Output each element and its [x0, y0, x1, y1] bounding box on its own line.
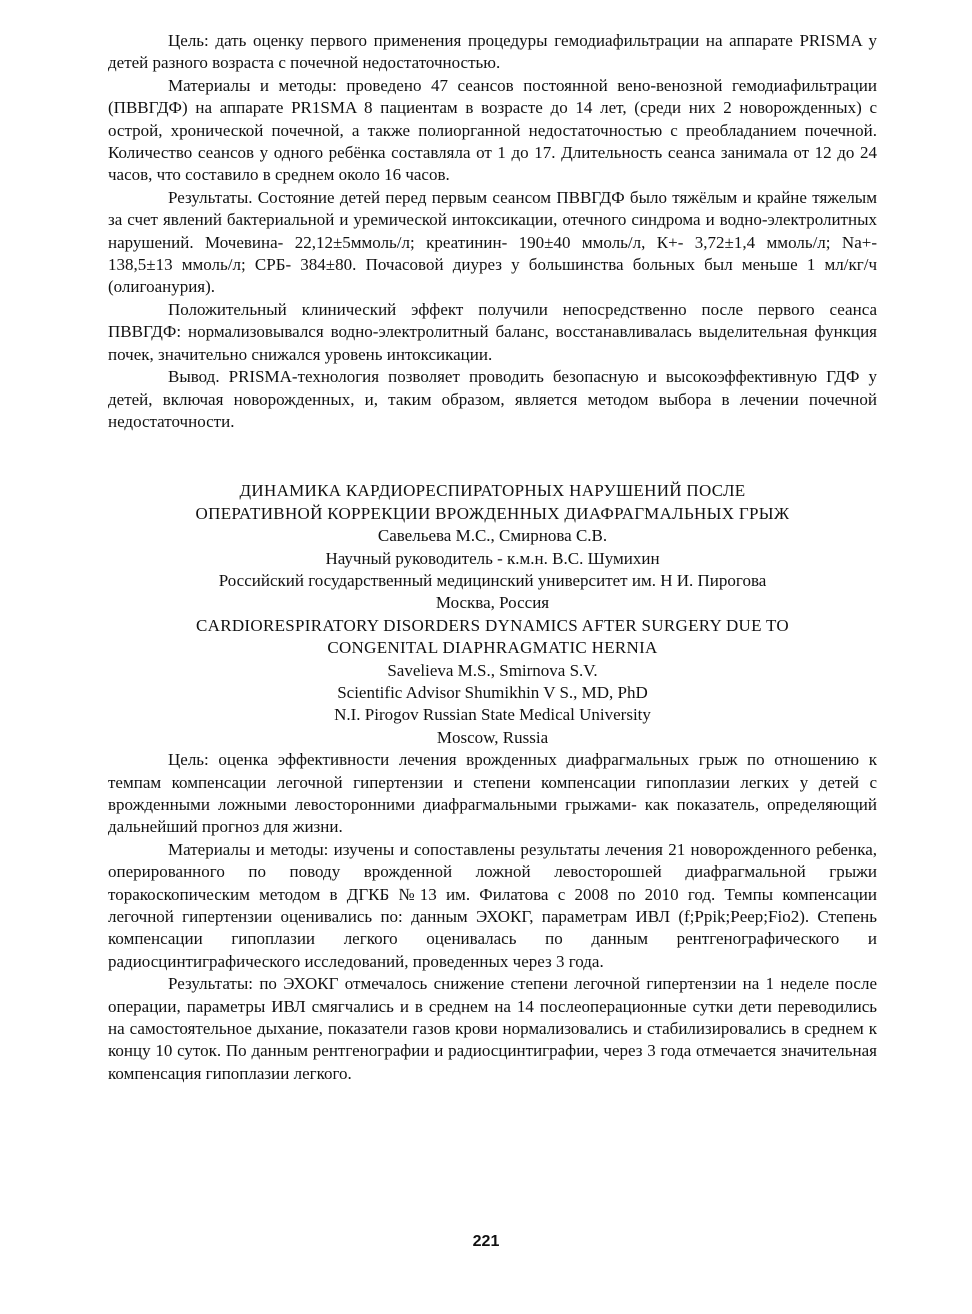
advisor-ru: Научный руководитель - к.м.н. В.С. Шумихин: [325, 548, 660, 568]
paragraph-results: Результаты: по ЭХОКГ отмечалось снижение степени легочной гипертензии на 1 неделе после операции, параметры ИВЛ смягчались и в среднем на 14 послеоперационные сутки дети переводились на самостоятельное дыхание, показатели газов крови нормализовались и стабилизировались в среднем к концу 10 суток. По данным рентгенографии и радиосцинтиграфии, через 3 года отмечается значительная компенсация гипоплазии легкого.: [108, 974, 877, 1083]
abstract-hernia: [108, 749, 877, 1085]
title-en-line2: CONGENITAL DIAPHRAGMATIC HERNIA: [327, 638, 658, 658]
city-ru: Москва, Россия: [435, 593, 550, 613]
city-en: Moscow, Russia: [436, 727, 549, 747]
paragraph-conclusion: Вывод. PRISMA-технология позволяет проводить безопасную и высокоэффективную ГДФ у детей, включая новорожденных, и, таким образом, является методом выбора в лечении почечной недостаточности.: [108, 367, 877, 431]
advisor-en: Scientific Advisor Shumikhin V S., MD, PhD: [337, 682, 648, 702]
university-en: N.I. Pirogov Russian State Medical University: [334, 705, 651, 725]
paragraph-results: Результаты. Состояние детей перед первым сеансом ПВВГДФ было тяжёлым и крайне тяжелым за счет явлений бактериальной и уремической интоксикации, отечного синдрома и водно-электролитных нарушений. Мочевина- 22,12±5ммоль/л; креатинин- 190±40 ммоль/л, К+- 3,72±1,4 ммоль/л; Na+- 138,5±13 ммоль/л; СРБ- 384±80. Почасовой диурез у большинства больных был меньше 1 мл/кг/ч (олигоанурия).: [108, 187, 877, 297]
page-number: 221: [472, 1233, 500, 1250]
title-ru-line2: ОПЕРАТИВНОЙ КОРРЕКЦИИ ВРОЖДЕННЫХ ДИАФРАГМАЛЬНЫХ ГРЫЖ: [195, 503, 790, 523]
article-header: [108, 480, 877, 749]
authors-en: Savelieva M.S., Smirnova S.V.: [387, 660, 598, 680]
paragraph-methods: Материалы и методы: проведено 47 сеансов постоянной вено-венозной гемодиафильтрации (ПВВГДФ) на аппарате PR1SMA 8 пациентам в возрасте до 14 лет, (среди них 2 новорожденных) с острой, хронической почечной, а также полиорганной недостаточностью с преобладанием почечной. Количество сеансов у одного ребёнка составляла от 1 до 17. Длительность сеанса занимала от 12 до 24 часов, что составило в среднем около 16 часов.: [108, 75, 877, 185]
paragraph-goal: Цель: дать оценку первого применения процедуры гемодиафильтрации на аппарате PRISMA у детей разного возраста с почечной недостаточностью.: [108, 31, 877, 73]
title-ru-line1: ДИНАМИКА КАРДИОРЕСПИРАТОРНЫХ НАРУШЕНИЙ ПОСЛЕ: [239, 481, 746, 501]
university-ru: Российский государственный медицинский университет им. Н И. Пирогова: [218, 570, 767, 590]
document-page: [108, 30, 877, 1085]
paragraph-methods: Материалы и методы: изучены и сопоставлены результаты лечения 21 новорожденного ребенка, оперированного по поводу врожденной ложной левосторошıей диафрагмальной грыжи торакоскопическим методом в ДГКБ №13 им. Филатова с 2008 по 2010 год. Темпы компенсации легочной гипертензии оценивались по: данным ЭХОКГ, параметрам ИВЛ (f;Ppik;Peep;Fio2). Степень компенсации гипоплазии легкого оценивалась по данным рентгенографического и радиосцинтиграфического исследований, проведенных через 3 года.: [108, 839, 877, 971]
title-en-line1: CARDIORESPIRATORY DISORDERS DYNAMICS AFTER SURGERY DUE TO: [196, 615, 789, 635]
abstract-prisma: [108, 30, 877, 433]
paragraph-effect: Положительный клинический эффект получили непосредственно после первого сеанса ПВВГДФ: нормализовывался водно-электролитный баланс, восстанавливалась выделительная функция почек, значительно снижался уровень интоксикации.: [108, 299, 877, 364]
section-spacer: [108, 433, 877, 480]
paragraph-goal: Цель: оценка эффективности лечения врожденных диафрагмальных грыж по отношению к темпам компенсации легочной гипертензии и степени компенсации гипоплазии легких у детей с врожденными ложными левосторонними диафрагмальными грыжами- как показатель, определяющий дальнейший прогноз для жизни.: [108, 750, 877, 837]
authors-ru: Савельева М.С., Смирнова С.В.: [377, 526, 608, 546]
